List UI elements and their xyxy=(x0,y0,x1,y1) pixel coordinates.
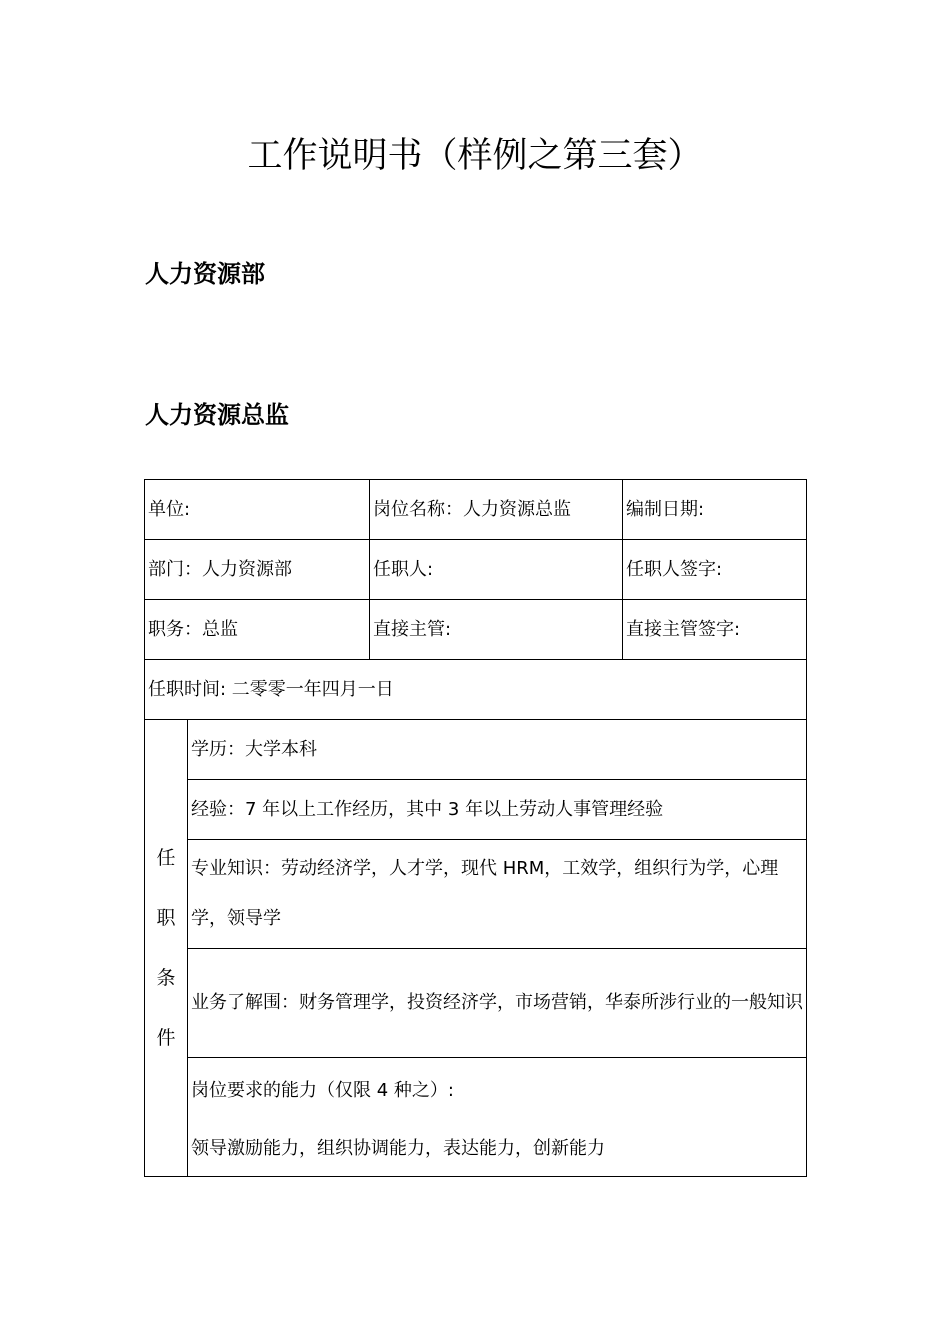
requirements-side-label xyxy=(145,720,188,1177)
side-label-char: 任 xyxy=(156,847,176,869)
table-row xyxy=(145,1058,807,1177)
supervisor-cell: 直接主管: xyxy=(370,600,623,660)
duty-cell: 职务：总监 xyxy=(145,600,370,660)
job-description-table xyxy=(144,479,807,1177)
holder-sign-cell: 任职人签字: xyxy=(623,540,807,600)
experience-cell: 经验：7 年以上工作经历，其中 3 年以上劳动人事管理经验 xyxy=(188,780,807,840)
position-heading: 人力资源总监 xyxy=(145,401,289,429)
side-label-char: 职 xyxy=(156,907,176,929)
table-row xyxy=(145,949,807,1058)
table-row xyxy=(145,720,807,780)
holder-cell: 任职人: xyxy=(370,540,623,600)
department-heading: 人力资源部 xyxy=(145,260,265,288)
ability-title: 岗位要求的能力（仅限 4 种之）: xyxy=(191,1080,454,1101)
table-row xyxy=(145,480,807,540)
table-row xyxy=(145,660,807,720)
table-row xyxy=(145,780,807,840)
side-label-char: 件 xyxy=(156,1027,176,1049)
supervisor-sign-cell: 直接主管签字: xyxy=(623,600,807,660)
side-label-char: 条 xyxy=(156,967,176,989)
page-title: 工作说明书（样例之第三套） xyxy=(247,136,703,176)
department-cell: 部门：人力资源部 xyxy=(145,540,370,600)
unit-cell: 单位: xyxy=(145,480,370,540)
ability-list: 领导激励能力，组织协调能力，表达能力，创新能力 xyxy=(191,1138,605,1159)
table-row xyxy=(145,600,807,660)
knowledge-cell: 专业知识：劳动经济学，人才学，现代 HRM，工效学，组织行为学，心理学，领导学 xyxy=(188,840,807,949)
table-row xyxy=(145,840,807,949)
position-name-cell: 岗位名称：人力资源总监 xyxy=(370,480,623,540)
table-row xyxy=(145,540,807,600)
date-cell: 编制日期: xyxy=(623,480,807,540)
business-cell: 业务了解围：财务管理学，投资经济学，市场营销，华泰所涉行业的一般知识 xyxy=(188,949,807,1058)
ability-cell xyxy=(188,1058,807,1177)
tenure-cell: 任职时间: 二零零一年四月一日 xyxy=(145,660,807,720)
education-cell: 学历：大学本科 xyxy=(188,720,807,780)
